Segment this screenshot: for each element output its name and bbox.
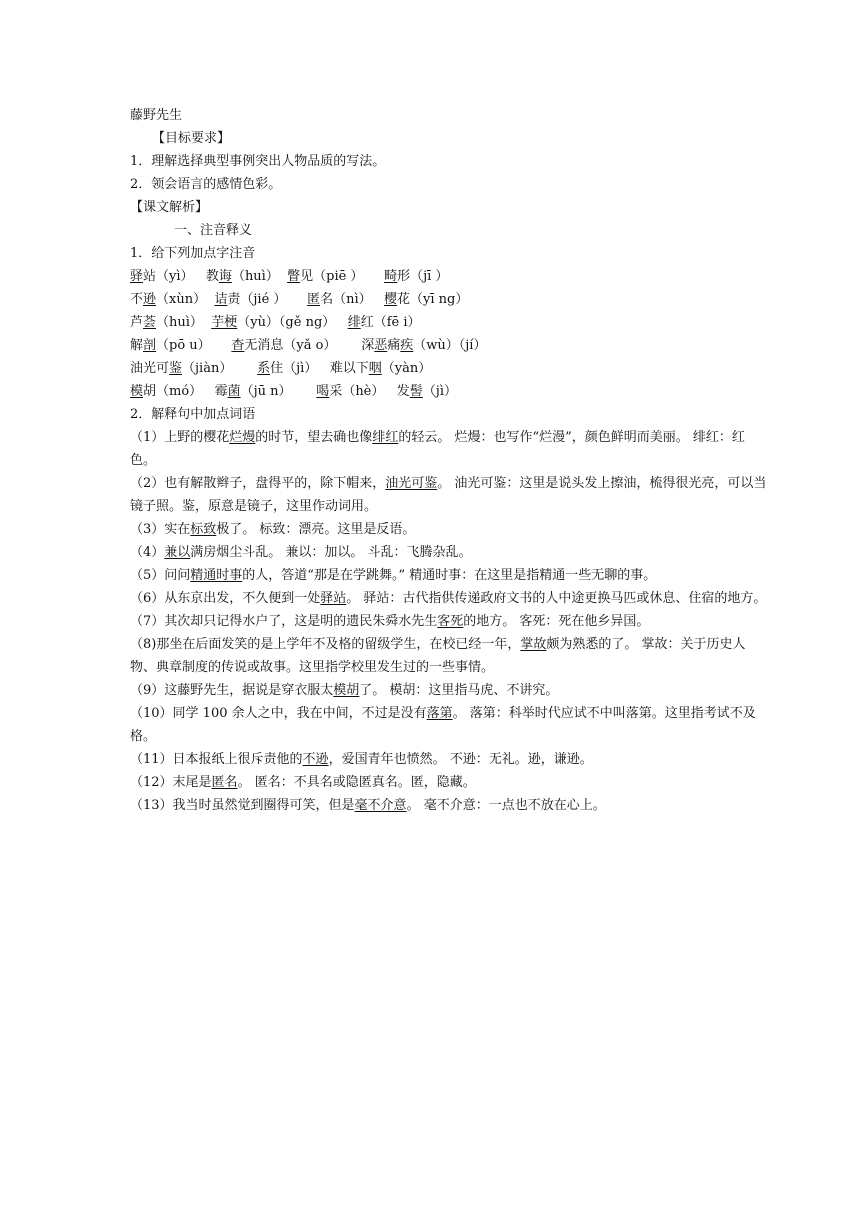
marked-word: 驿站 (320, 591, 347, 606)
text-segment: （huì） (231, 269, 288, 284)
marked-word: 疾 (400, 338, 414, 353)
text-segment: （10）同学 100 余人之中，我在中间，不过是没有 (130, 706, 427, 721)
text-segment: （7）其次却只记得水户了，这是明的遗民朱舜水先生 (130, 614, 438, 629)
text-segment: 的轻云。 烂熳：也写作“烂漫”，颜色鲜明而美丽。 绯红：红色。 (130, 430, 745, 468)
text-segment: （jiàn） (182, 361, 258, 376)
text-segment: （11）日本报纸上很斥责他的 (130, 752, 303, 767)
text-segment: （jì） (422, 384, 457, 399)
text-segment: 责（jié ） (227, 292, 308, 307)
explanation-item (130, 541, 770, 564)
text-segment: （2）也有解散辫子，盘得平的，除下帽来， (130, 476, 386, 491)
explanation-item (130, 564, 770, 587)
marked-word: 精通时事 (190, 568, 243, 583)
text-segment: （pō u） (156, 338, 232, 353)
text-segment: 了。 模胡：这里指马虎、不讲究。 (359, 683, 559, 698)
marked-word: 杳 (231, 338, 245, 353)
goal-item: 2．领会语言的感情色彩。 (130, 177, 282, 192)
text-segment: 的地方。 客死：死在他乡异国。 (463, 614, 650, 629)
marked-word: 绯红 (372, 430, 399, 445)
text-segment: （6）从东京出发，不久便到一处 (130, 591, 321, 606)
section-goal-heading: 【目标要求】 (152, 131, 231, 146)
text-segment: （5）问问 (130, 568, 191, 583)
question-title: 1．给下列加点字注音 (130, 246, 256, 261)
marked-word: 油光可鉴 (385, 476, 438, 491)
text-segment: 满房烟尘斗乱。 兼以：加以。 斗乱：飞腾杂乱。 (190, 545, 472, 560)
marked-word: 系 (257, 361, 271, 376)
pinyin-line (130, 288, 770, 311)
text-segment: （yàn） (381, 361, 432, 376)
pinyin-line (130, 334, 770, 357)
explanation-list (130, 426, 770, 817)
text-segment: 采（hè） 发 (329, 384, 410, 399)
pinyin-line (130, 380, 770, 403)
text-segment: 住（jì） 难以下 (270, 361, 369, 376)
text-segment: 红（fē i） (360, 315, 421, 330)
marked-word: 匿名 (211, 775, 238, 790)
text-segment: （wù）（jí） (413, 338, 487, 353)
marked-word: 掌故 (520, 637, 547, 652)
question-title: 2．解释句中加点词语 (130, 407, 256, 422)
text-segment: （4） (130, 545, 165, 560)
explanation-item (130, 748, 770, 771)
pinyin-line (130, 265, 770, 288)
marked-word: 瞥 (287, 269, 301, 284)
section-analysis-heading: 【课文解析】 (130, 200, 209, 215)
marked-word: 烂熳 (229, 430, 256, 445)
explanation-item (130, 702, 770, 748)
marked-word: 恶 (374, 338, 388, 353)
explanation-item (130, 472, 770, 518)
subsection-heading: 一、注音释义 (174, 223, 253, 238)
text-segment: （jū n） (240, 384, 317, 399)
pinyin-line (130, 311, 770, 334)
marked-word: 樱 (384, 292, 398, 307)
explanation-item (130, 610, 770, 633)
text-segment: 芦 (130, 315, 144, 330)
marked-word: 髻 (409, 384, 423, 399)
text-segment: 。 油光可鉴：这里是说头发上擦油，梳得很光亮，可以当镜子照。鉴，原意是镜子，这里作动词用。 (130, 476, 767, 514)
text-segment: 见（piē ） (300, 269, 385, 284)
doc-title: 藤野先生 (130, 108, 183, 123)
explanation-item (130, 518, 770, 541)
text-segment: （13）我当时虽然觉到圈得可笑，但是 (130, 798, 355, 813)
text-segment: 的人，答道“那是在学跳舞。” 精通时事：在这里是指精通一些无聊的事。 (242, 568, 657, 583)
text-segment: （1）上野的樱花 (130, 430, 230, 445)
text-segment: 痛 (387, 338, 401, 353)
explanation-item (130, 587, 770, 610)
text-segment: 。 驿站：古代指供传递政府文书的人中途更换马匹或休息、住宿的地方。 (346, 591, 767, 606)
goal-item: 1．理解选择典型事例突出人物品质的写法。 (130, 154, 386, 169)
pinyin-line (130, 357, 770, 380)
text-segment: （3）实在 (130, 522, 191, 537)
text-segment: 的时节，望去确也像 (255, 430, 373, 445)
explanation-item (130, 771, 770, 794)
marked-word: 不逊 (302, 752, 329, 767)
text-segment: 名（nì） (320, 292, 385, 307)
text-segment: 无消息（yǎ o） 深 (244, 338, 375, 353)
text-segment: 形（jī ） (397, 269, 449, 284)
marked-word: 鉴 (169, 361, 183, 376)
marked-word: 荟 (143, 315, 157, 330)
marked-word: 剖 (143, 338, 157, 353)
pinyin-list (130, 265, 770, 403)
text-segment: （xùn） (156, 292, 215, 307)
text-segment: 花（yī ng） (397, 292, 469, 307)
text-segment: 不 (130, 292, 144, 307)
text-segment: （9）这藤野先生，据说是穿衣服太 (130, 683, 334, 698)
marked-word: 逊 (143, 292, 157, 307)
text-segment: 极了。 标致：漂亮。这里是反语。 (216, 522, 416, 537)
text-segment: 胡（mó） 霉 (143, 384, 228, 399)
text-segment: 。 毫不介意：一点也不放在心上。 (406, 798, 606, 813)
text-segment: （yù）（gě ng） (237, 315, 348, 330)
marked-word: 驿 (130, 269, 144, 284)
text-segment: 。 落第：科举时代应试不中叫落第。这里指考试不及格。 (130, 706, 756, 744)
marked-word: 绯 (347, 315, 361, 330)
marked-word: 标致 (190, 522, 217, 537)
marked-word: 兼以 (164, 545, 191, 560)
text-segment: 站（yì） 教 (143, 269, 219, 284)
marked-word: 菌 (227, 384, 241, 399)
text-segment: （12）末尾是 (130, 775, 212, 790)
marked-word: 诲 (218, 269, 232, 284)
marked-word: 诘 (214, 292, 228, 307)
marked-word: 客死 (437, 614, 464, 629)
marked-word: 喝 (316, 384, 330, 399)
marked-word: 畸 (384, 269, 398, 284)
text-segment: （huì） (156, 315, 212, 330)
text-segment: 。 匿名：不具名或隐匿真名。匿，隐藏。 (237, 775, 476, 790)
explanation-item (130, 794, 770, 817)
marked-word: 匿 (307, 292, 321, 307)
marked-word: 模胡 (333, 683, 360, 698)
marked-word: 毫不介意 (354, 798, 407, 813)
explanation-item (130, 633, 770, 679)
marked-word: 落第 (426, 706, 453, 721)
text-segment: 解 (130, 338, 144, 353)
text-segment: ，爱国青年也愤然。 不逊：无礼。逊，谦逊。 (328, 752, 593, 767)
marked-word: 芋梗 (211, 315, 238, 330)
marked-word: 模 (130, 384, 144, 399)
text-segment: 颇为熟悉的了。 掌故：关于历史人物、典章制度的传说或故事。这里指学校里发生过的一些事情。 (130, 637, 746, 675)
explanation-item (130, 426, 770, 472)
explanation-item (130, 679, 770, 702)
text-segment: 油光可 (130, 361, 170, 376)
document-body (130, 104, 770, 817)
text-segment: （8)那坐在后面发笑的是上学年不及格的留级学生，在校已经一年， (130, 637, 521, 652)
marked-word: 咽 (368, 361, 382, 376)
